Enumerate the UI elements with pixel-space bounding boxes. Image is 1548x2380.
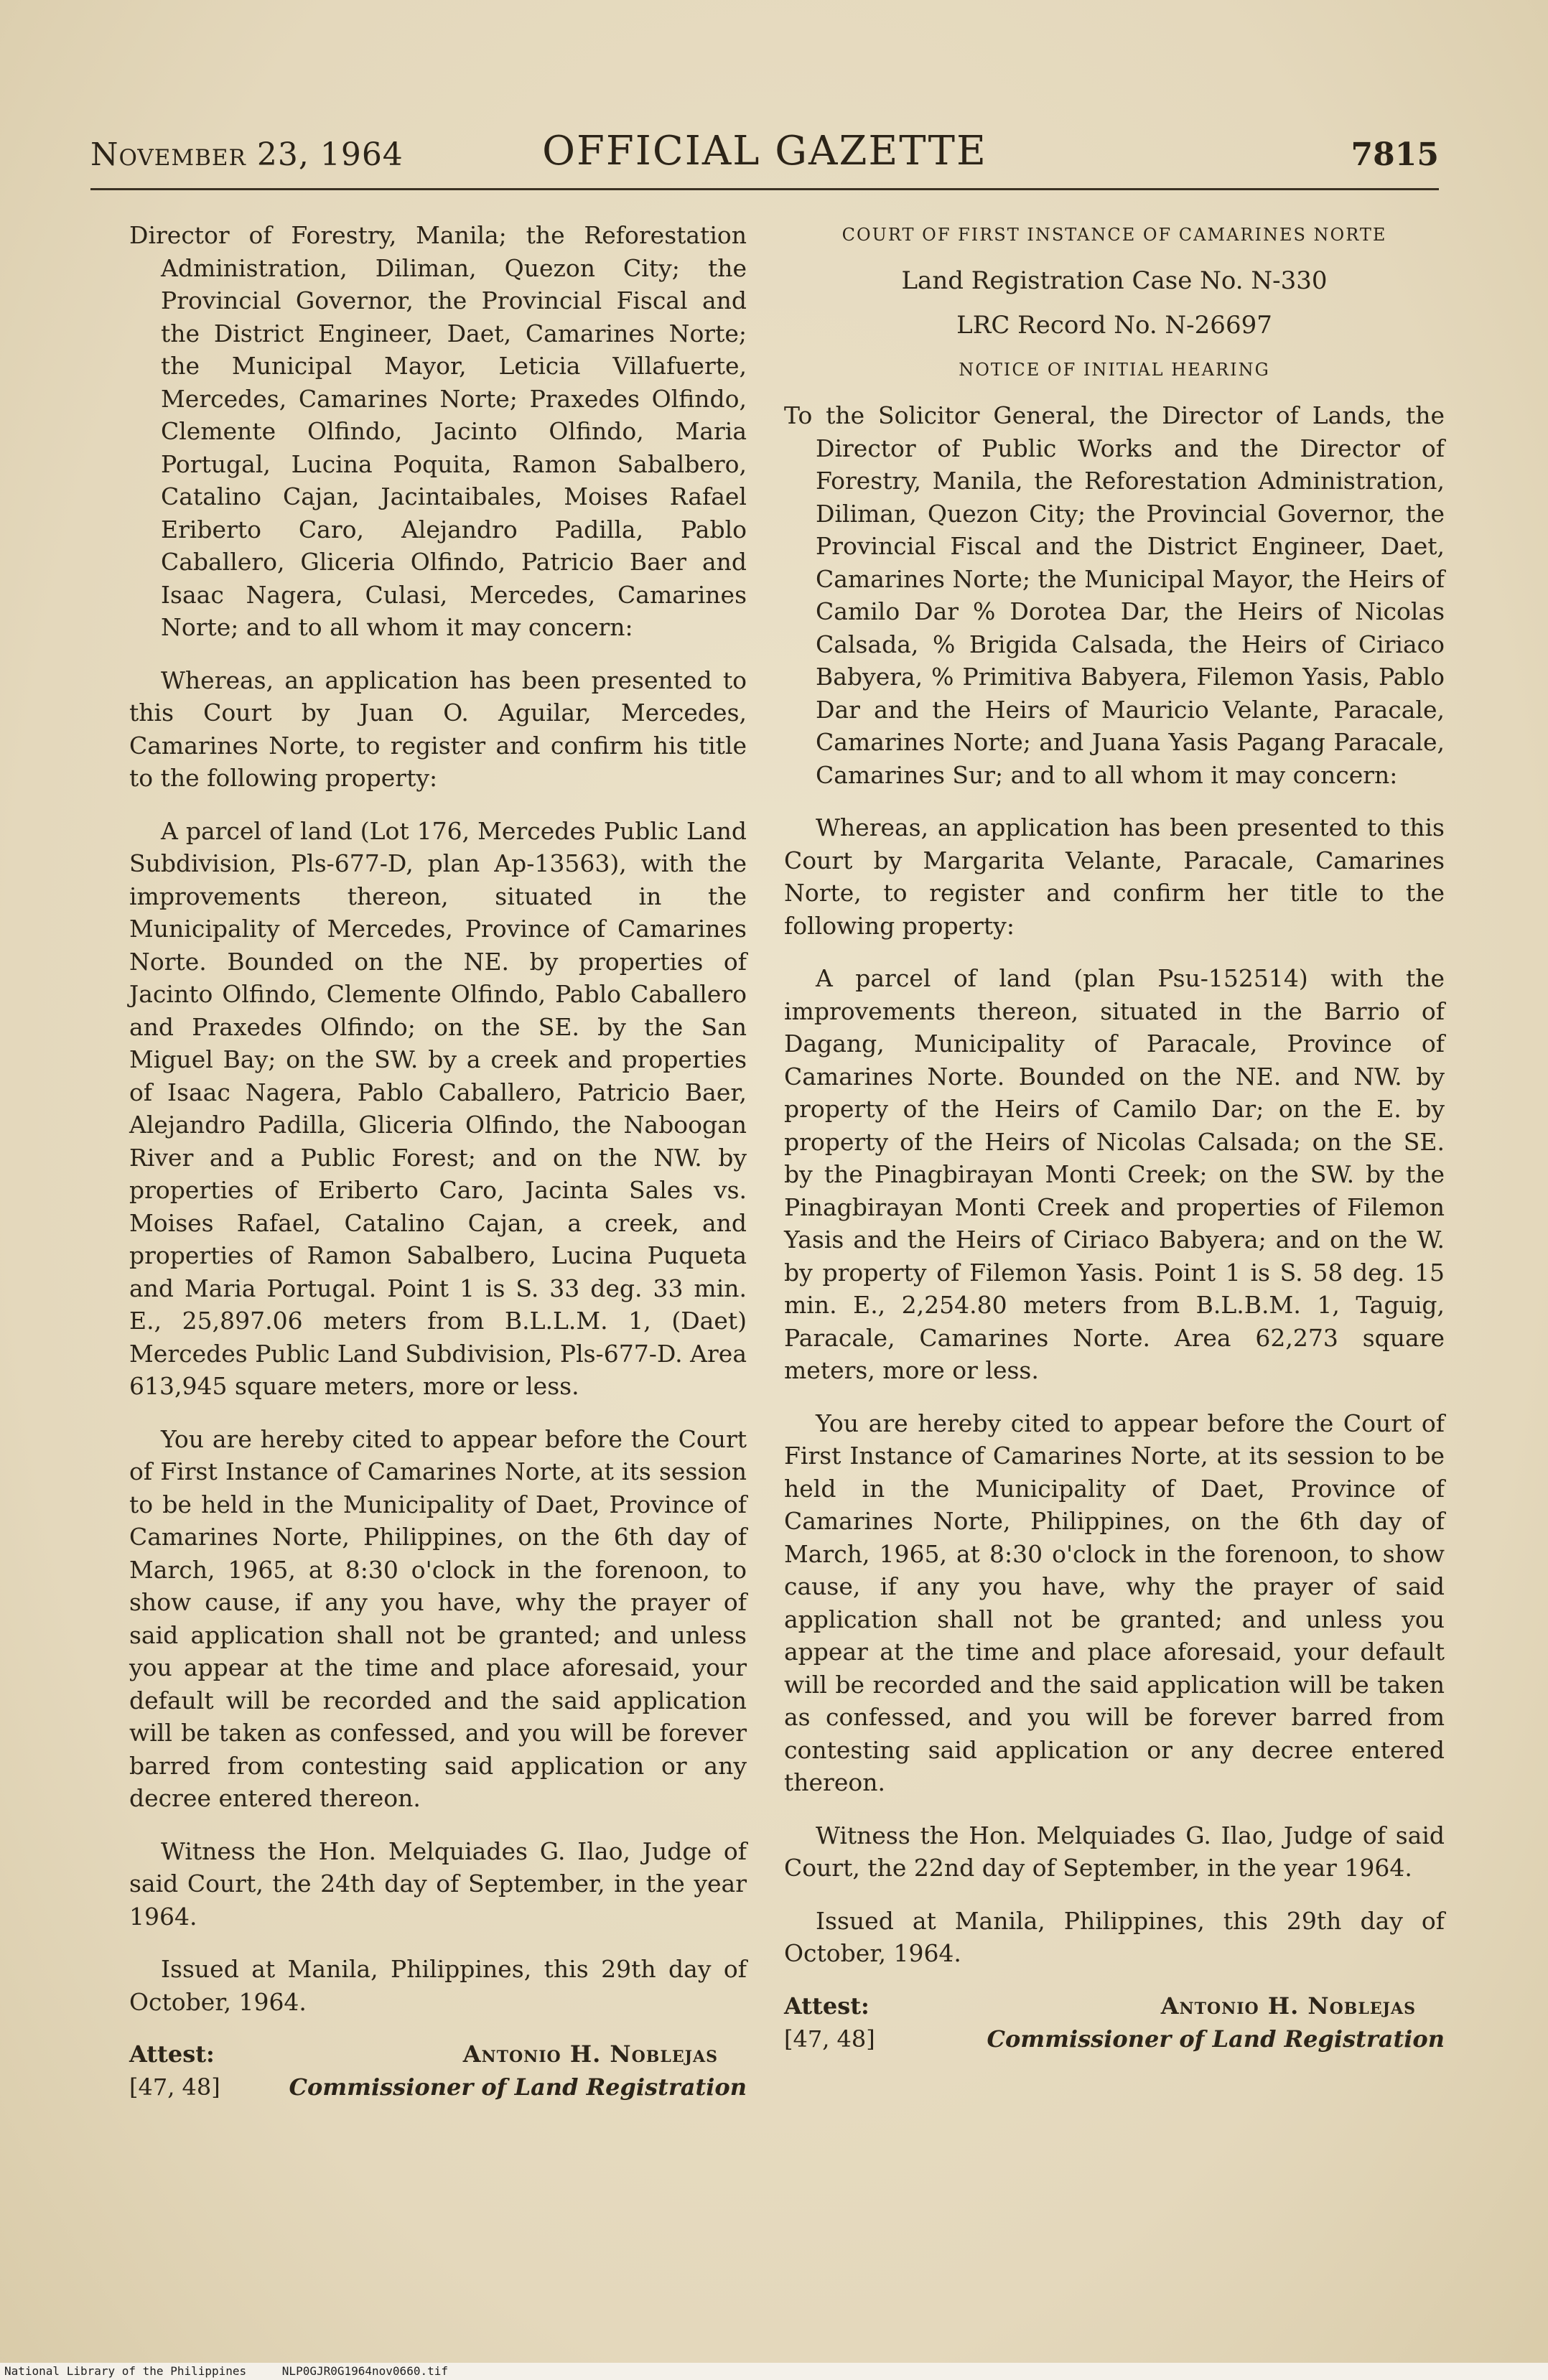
page-number: 7815: [1351, 136, 1439, 173]
left-witness: Witness the Hon. Melquiades G. Ilao, Judge of said Court, the 24th day of September, in the year 1964.: [129, 1837, 747, 1931]
right-attest-row: [784, 1990, 1445, 2023]
left-attest-row: [129, 2038, 747, 2071]
left-issue-numbers: [47, 48]: [129, 2073, 220, 2101]
right-parcel: A parcel of land (plan Psu-152514) with the improvements thereon, situated in the Barrio of Dagang, Municipality of Paracale, Province of Camarines Norte. Bounded on the NE. and NW. by property of the Heirs of Camilo Dar; on the E. by property of the Heirs of Nicolas Calsada; on the SE. by the Pinagbirayan Monti Creek; on the SW. by the Pinagbirayan Monti Creek and properties of Filemon Yasis and the Heirs of Ciriaco Babyera; and on the W. by property of Filemon Yasis. Point 1 is S. 58 deg. 15 min. E., 2,254.80 meters from B.L.B.M. 1, Taguig, Paracale, Camarines Norte. Area 62,273 square meters, more or less.: [784, 964, 1445, 1384]
library-credit: National Library of the Philippines: [4, 2364, 247, 2378]
court-heading: COURT OF FIRST INSTANCE OF CAMARINES NORTE: [841, 225, 1387, 245]
notice-heading: NOTICE OF INITIAL HEARING: [959, 359, 1270, 380]
right-attest-label: Attest:: [784, 1992, 869, 2020]
right-witness: Witness the Hon. Melquiades G. Ilao, Judge of said Court, the 22nd day of September, in the year 1964.: [784, 1821, 1445, 1882]
case-number: Land Registration Case No. N-330: [901, 266, 1328, 295]
right-signer-title: Commissioner of Land Registration: [987, 2025, 1445, 2053]
right-issued: Issued at Manila, Philippines, this 29th day of October, 1964.: [784, 1906, 1445, 1967]
left-attest-label: Attest:: [129, 2040, 215, 2068]
left-signature-title-row: [129, 2071, 747, 2104]
left-cited: You are hereby cited to appear before the Court of First Instance of Camarines Norte, at its session to be held in the Municipality of Daet, Province of Camarines Norte, Philippines, on the 6th day of March, 1965, at 8:30 o'clock in the forenoon, to show cause, if any you have, why the prayer of said application shall not be granted; and unless you appear at the time and place aforesaid, your default will be recorded and the said application will be taken as confessed, and you will be forever barred from contesting said application or any decree entered thereon.: [129, 1424, 747, 1812]
header-rule: [90, 188, 1439, 190]
left-whereas: Whereas, an application has been presented to this Court by Juan O. Aguilar, Mercedes, Camarines Norte, to register and confirm his title to the following property:: [129, 666, 747, 792]
left-column: [129, 219, 747, 2104]
left-signer-title: Commissioner of Land Registration: [289, 2073, 747, 2101]
right-column: [784, 219, 1445, 2056]
left-address: Director of Forestry, Manila; the Reforestation Administration, Diliman, Quezon City; the Provincial Governor, the Provincial Fiscal and the District Engineer, Daet, Camarines Norte; the Municipal Mayor, Leticia Villafuerte, Mercedes, Camarines Norte; Praxedes Olfindo, Clemente Olfindo, Jacinto Olfindo, Maria Portugal, Lucina Poquita, Ramon Sabalbero, Catalino Cajan, Jacintaibales, Moises Rafael Eriberto Caro, Alejandro Padilla, Pablo Caballero, Gliceria Olfindo, Patricio Baer and Isaac Nagera, Culasi, Mercedes, Camarines Norte; and to all whom it may concern:: [129, 221, 747, 641]
right-signer: Antonio H. Noblejas: [1160, 1992, 1416, 2020]
publication-title: OFFICIAL GAZETTE: [542, 128, 987, 174]
left-issued: Issued at Manila, Philippines, this 29th day of October, 1964.: [129, 1955, 747, 2016]
lrc-record: LRC Record No. N-26697: [956, 310, 1272, 340]
left-parcel: A parcel of land (Lot 176, Mercedes Public Land Subdivision, Pls-677-D, plan Ap-13563), with the improvements thereon, situated in the Municipality of Mercedes, Province of Camarines Norte. Bounded on the NE. by properties of Jacinto Olfindo, Clemente Olfindo, Pablo Caballero and Praxedes Olfindo; on the SE. by the San Miguel Bay; on the SW. by a creek and properties of Isaac Nagera, Pablo Caballero, Patricio Baer, Alejandro Padilla, Gliceria Olfindo, the Naboogan River and a Public Forest; and on the NW. by properties of Eriberto Caro, Jacinta Sales vs. Moises Rafael, Catalino Cajan, a creek, and properties of Ramon Sabalbero, Lucina Puqueta and Maria Portugal. Point 1 is S. 33 deg. 33 min. E., 25,897.06 meters from B.L.L.M. 1, (Daet) Mercedes Public Land Subdivision, Pls-677-D. Area 613,945 square meters, more or less.: [129, 816, 747, 1400]
right-signature-title-row: [784, 2023, 1445, 2056]
right-whereas: Whereas, an application has been presented to this Court by Margarita Velante, Paracale, Camarines Norte, to register and confirm her title to the following property:: [784, 813, 1445, 940]
right-cited: You are hereby cited to appear before the Court of First Instance of Camarines Norte, at its session to be held in the Municipality of Daet, Province of Camarines Norte, Philippines, on the 6th day of March, 1965, at 8:30 o'clock in the forenoon, to show cause, if any you have, why the prayer of said application shall not be granted; and unless you appear at the time and place aforesaid, your default will be recorded and the said application will be taken as confessed, and you will be forever barred from contesting said application or any decree entered thereon.: [784, 1409, 1445, 1796]
header-date: November 23, 1964: [90, 136, 404, 173]
right-issue-numbers: [47, 48]: [784, 2025, 875, 2053]
scan-filename: NLP0GJR0G1964nov0660.tif: [281, 2364, 448, 2378]
page-header: [90, 128, 1439, 185]
right-address: To the Solicitor General, the Director of Lands, the Director of Public Works and the Director of Forestry, Manila, the Reforestation Administration, Diliman, Quezon City; the Provincial Governor, the Provincial Fiscal and the District Engineer, Daet, Camarines Norte; the Municipal Mayor, the Heirs of Camilo Dar % Dorotea Dar, the Heirs of Nicolas Calsada, % Brigida Calsada, the Heirs of Ciriaco Babyera, % Primitiva Babyera, Filemon Yasis, Pablo Dar and the Heirs of Mauricio Velante, Paracale, Camarines Norte; and Juana Yasis Pagang Paracale, Camarines Sur; and to all whom it may concern:: [784, 401, 1445, 789]
scan-footer: [0, 2363, 1548, 2380]
left-signer: Antonio H. Noblejas: [462, 2040, 718, 2068]
